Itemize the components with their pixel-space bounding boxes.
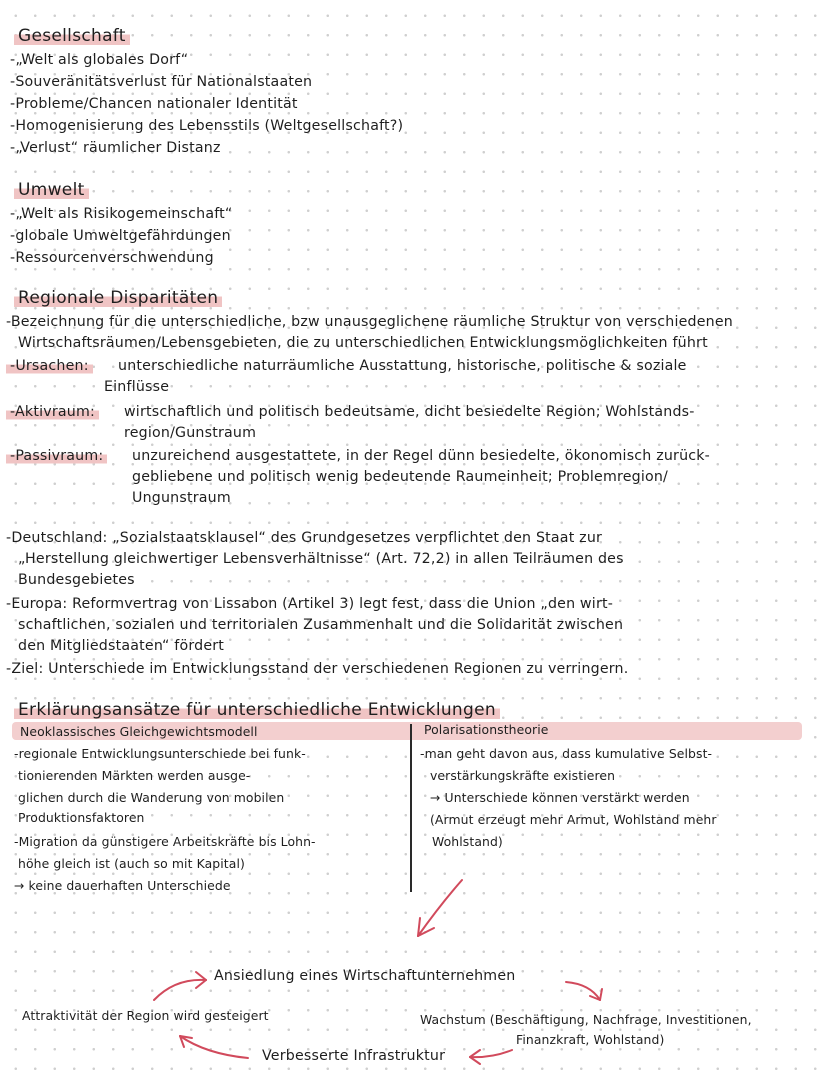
- right-line-1: -man geht davon aus, dass kumulative Selbst-: [420, 746, 713, 761]
- gesellschaft-item-2: -Souveränitätsverlust für Nationalstaaten: [10, 74, 313, 90]
- deutschland-line-1: -Deutschland: „Sozialstaatsklausel“ des Grundgesetzes verpflichtet den Staat zur: [6, 530, 603, 546]
- arrow-up-right-icon: [154, 972, 206, 1000]
- left-line-5: -Migration da günstigere Arbeitskräfte bis Lohn-: [14, 834, 316, 849]
- left-line-4: Produktionsfaktoren: [18, 810, 145, 825]
- left-line-3: glichen durch die Wanderung von mobilen: [18, 790, 285, 805]
- aktivraum-line-1: wirtschaftlich und politisch bedeutsame, dicht besiedelte Region; Wohlstands-: [124, 404, 695, 420]
- cycle-right-text-2: Finanzkraft, Wohlstand): [516, 1032, 665, 1047]
- cycle-right-text-1: Wachstum (Beschäftigung, Nachfrage, Investitionen,: [420, 1012, 752, 1027]
- arrow-left-bottom-icon: [470, 1050, 512, 1064]
- left-line-2: tionierenden Märkten werden ausge-: [18, 768, 251, 783]
- passivraum-line-1: unzureichend ausgestattete, in der Regel dünn besiedelte, ökonomisch zurück-: [132, 448, 710, 464]
- arrow-down-right-icon: [566, 982, 602, 1000]
- gesellschaft-item-3: -Probleme/Chancen nationaler Identität: [10, 96, 298, 112]
- right-line-3: → Unterschiede können verstärkt werden: [430, 790, 690, 805]
- arrow-up-left-icon: [180, 1036, 248, 1058]
- gesellschaft-item-1: -„Welt als globales Dorf“: [10, 52, 189, 68]
- deutschland-line-2: „Herstellung gleichwertiger Lebensverhältnisse“ (Art. 72,2) in allen Teilräumen des: [18, 551, 624, 567]
- cycle-left-text: Attraktivität der Region wird gesteigert: [22, 1008, 269, 1023]
- right-column-title: Polarisationstheorie: [424, 722, 549, 737]
- aktivraum-label: -Aktivraum:: [6, 404, 99, 420]
- europa-line-3: den Mitgliedstaaten“ fördert: [18, 638, 225, 654]
- bezeichnung-line-2: Wirtschaftsräumen/Lebensgebieten, die zu unterschiedlichen Entwicklungsmöglichkeiten führt: [18, 335, 708, 351]
- passivraum-line-3: Ungunstraum: [132, 490, 231, 506]
- cycle-bottom-text: Verbesserte Infrastruktur: [262, 1048, 446, 1064]
- europa-line-1: -Europa: Reformvertrag von Lissabon (Artikel 3) legt fest, dass die Union „den wirt-: [6, 596, 614, 612]
- passivraum-label: -Passivraum:: [6, 448, 107, 464]
- umwelt-item-2: -globale Umweltgefährdungen: [10, 228, 231, 244]
- left-line-1: -regionale Entwicklungsunterschiede bei funk-: [14, 746, 306, 761]
- deutschland-line-3: Bundesgebietes: [18, 572, 135, 588]
- right-line-5: Wohlstand): [432, 834, 503, 849]
- gesellschaft-item-4: -Homogenisierung des Lebensstils (Weltgesellschaft?): [10, 118, 404, 134]
- down-arrow-icon: [418, 880, 462, 936]
- left-line-6: höhe gleich ist (auch so mit Kapital): [18, 856, 245, 871]
- cycle-top-text: Ansiedlung eines Wirtschaftunternehmen: [214, 968, 516, 984]
- aktivraum-line-2: region/Gunstraum: [124, 425, 257, 441]
- regionale-heading: Regionale Disparitäten: [14, 288, 222, 308]
- right-line-2: verstärkungskräfte existieren: [430, 768, 616, 783]
- gesellschaft-item-5: -„Verlust“ räumlicher Distanz: [10, 140, 221, 156]
- ursachen-line-2: Einflüsse: [104, 379, 170, 395]
- ursachen-label: -Ursachen:: [6, 358, 93, 374]
- umwelt-item-3: -Ressourcenverschwendung: [10, 250, 214, 266]
- gesellschaft-heading: Gesellschaft: [14, 26, 130, 46]
- left-line-7: → keine dauerhaften Unterschiede: [14, 878, 231, 893]
- ziel-line: -Ziel: Unterschiede im Entwicklungsstand der verschiedenen Regionen zu verringern.: [6, 661, 629, 677]
- umwelt-heading: Umwelt: [14, 180, 89, 200]
- left-column-title: Neoklassisches Gleichgewichtsmodell: [20, 724, 258, 739]
- passivraum-line-2: gebliebene und politisch wenig bedeutende Raumeinheit; Problemregion/: [132, 469, 669, 485]
- erklaerung-heading: Erklärungsansätze für unterschiedliche Entwicklungen: [14, 700, 500, 720]
- ursachen-line-1: unterschiedliche naturräumliche Ausstattung, historische, politische & soziale: [118, 358, 687, 374]
- right-line-4: (Armut erzeugt mehr Armut, Wohlstand mehr: [430, 812, 717, 827]
- umwelt-item-1: -„Welt als Risikogemeinschaft“: [10, 206, 233, 222]
- europa-line-2: schaftlichen, sozialen und territorialen Zusammenhalt und die Solidarität zwischen: [18, 617, 624, 633]
- bezeichnung-line-1: -Bezeichnung für die unterschiedliche, bzw unausgeglichene räumliche Struktur von verschiedenen: [6, 314, 733, 330]
